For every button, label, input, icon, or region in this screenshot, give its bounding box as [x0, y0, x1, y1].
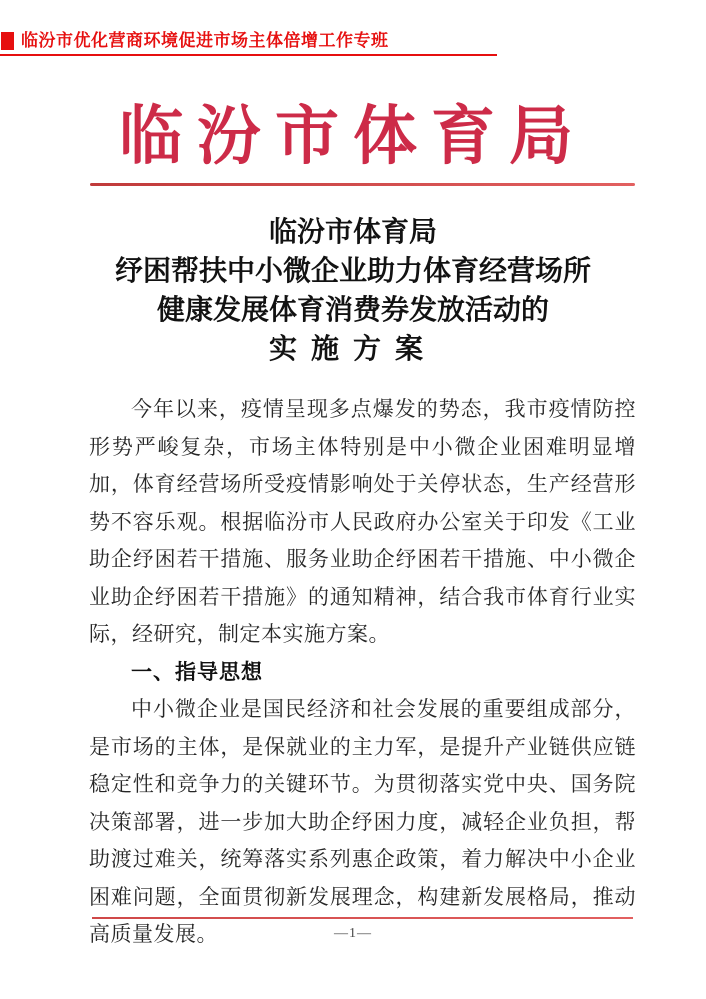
header-underline	[0, 54, 497, 56]
red-square-icon	[1, 32, 14, 50]
document-title-line-2: 纾困帮扶中小微企业助力体育经营场所	[114, 256, 591, 287]
section-heading-guiding-ideology: 一、指导思想	[131, 660, 263, 684]
page-number: —1—	[334, 926, 372, 941]
site-header	[0, 0, 706, 58]
document-title	[80, 213, 626, 369]
footer-rule	[92, 917, 633, 919]
masthead-underline	[90, 183, 635, 186]
agency-masthead-title: 临汾市体育局	[119, 101, 587, 172]
paragraph-2: 中小微企业是国民经济和社会发展的重要组成部分，是市场的主体，是保就业的主力军，是提升产业链供应链稳定性和竞争力的关键环节。为贯彻落实党中央、国务院决策部署，进一步加大助企纾困力度，减轻企业负担，帮助渡过难关，统筹落实系列惠企政策，着力解决中小企业困难问题，全面贯彻新发展理念，构建新发展格局，推动高质量发展。	[89, 697, 636, 946]
document-body	[89, 391, 636, 954]
site-header-title[interactable]: 临汾市优化营商环境促进市场主体倍增工作专班	[21, 31, 389, 50]
document-title-line-4: 实施方案	[268, 334, 437, 365]
document-title-line-1: 临汾市体育局	[268, 217, 437, 248]
paragraph-1: 今年以来，疫情呈现多点爆发的势态，我市疫情防控形势严峻复杂，市场主体特别是中小微企业困难明显增加，体育经营场所受疫情影响处于关停状态，生产经营形势不容乐观。根据临汾市人民政府办公室关于印发《工业助企纾困若干措施、服务业助企纾困若干措施、中小微企业助企纾困若干措施》的通知精神，结合我市体育行业实际，经研究，制定本实施方案。	[89, 397, 636, 646]
document-title-line-3: 健康发展体育消费券发放活动的	[156, 295, 549, 326]
